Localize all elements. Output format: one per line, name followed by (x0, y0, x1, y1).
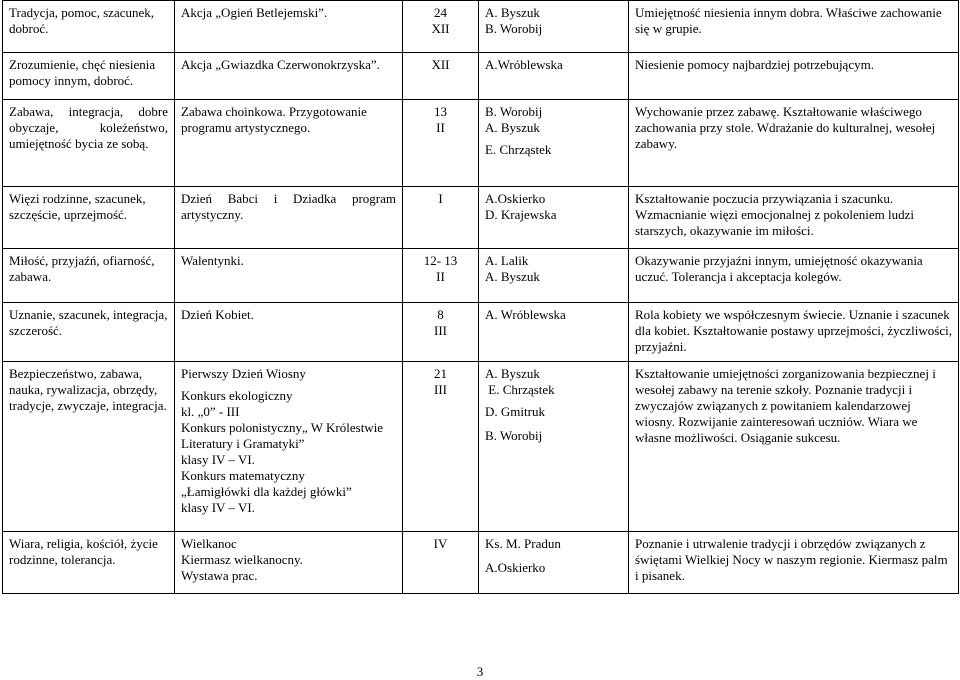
goals-cell: Kształtowanie umiejętności zorganizowania bezpiecznej i wesołej zabawy na terenie szkoły. Poznanie tradycji i zwyczajów związanych z powitaniem kalendarzowej wiosny. Rozwijanie zainteresowań uczniów. Wiara we własne możliwości. Osiąganie sukcesu. (629, 362, 959, 532)
table-row (3, 249, 959, 303)
people-cell: A. Byszuk B. Worobij (479, 1, 629, 53)
goals-cell: Umiejętność niesienia innym dobra. Właściwe zachowanie się w grupie. (629, 1, 959, 53)
values-cell: Więzi rodzinne, szacunek, szczęście, uprzejmość. (3, 187, 175, 249)
values-cell: Zrozumienie, chęć niesienia pomocy innym, dobroć. (3, 53, 175, 100)
date-cell: 24 XII (403, 1, 479, 53)
goals-cell: Wychowanie przez zabawę. Kształtowanie właściwego zachowania przy stole. Wdrażanie do kulturalnej, wesołej zabawy. (629, 100, 959, 187)
values-cell: Bezpieczeństwo, zabawa, nauka, rywalizacja, obrzędy, tradycje, zwyczaje, integracja. (3, 362, 175, 532)
event-cell: Walentynki. (175, 249, 403, 303)
events-plan-table (2, 0, 959, 594)
people-cell: B. Worobij A. Byszuk E. Chrząstek (479, 100, 629, 187)
date-cell: XII (403, 53, 479, 100)
event-cell: Dzień Kobiet. (175, 303, 403, 362)
table-row (3, 187, 959, 249)
date-cell: I (403, 187, 479, 249)
goals-cell: Niesienie pomocy najbardziej potrzebującym. (629, 53, 959, 100)
people-cell: A.Wróblewska (479, 53, 629, 100)
page-number: 3 (476, 664, 484, 679)
people-cell: Ks. M. Pradun A.Oskierko (479, 532, 629, 594)
table-row (3, 303, 959, 362)
date-cell: 8 III (403, 303, 479, 362)
people-cell: A. Wróblewska (479, 303, 629, 362)
people-cell: A. Byszuk E. Chrząstek D. Gmitruk B. Worobij (479, 362, 629, 532)
date-cell: 13 II (403, 100, 479, 187)
table-row (3, 53, 959, 100)
date-cell: 21 III (403, 362, 479, 532)
event-cell: Akcja „Ogień Betlejemski”. (175, 1, 403, 53)
goals-cell: Kształtowanie poczucia przywiązania i szacunku. Wzmacnianie więzi emocjonalnej z pokoleniem ludzi starszych, okazywanie im miłości. (629, 187, 959, 249)
date-cell: IV (403, 532, 479, 594)
values-cell: Wiara, religia, kościół, życie rodzinne, tolerancja. (3, 532, 175, 594)
goals-cell: Poznanie i utrwalenie tradycji i obrzędów związanych z świętami Wielkiej Nocy w naszym regionie. Kiermasz palm i pisanek. (629, 532, 959, 594)
table-row (3, 100, 959, 187)
people-cell: A. Lalik A. Byszuk (479, 249, 629, 303)
event-cell: Akcja „Gwiazdka Czerwonokrzyska”. (175, 53, 403, 100)
values-cell: Tradycja, pomoc, szacunek, dobroć. (3, 1, 175, 53)
table-row (3, 1, 959, 53)
event-cell: Wielkanoc Kiermasz wielkanocny. Wystawa prac. (175, 532, 403, 594)
event-cell: Pierwszy Dzień Wiosny Konkurs ekologiczny kl. „0” - III Konkurs polonistyczny„ W Królestwie Literatury i Gramatyki” klasy IV – VI. Konkurs matematyczny „Łamigłówki dla każdej główki” klasy IV – VI. (175, 362, 403, 532)
table-row (3, 532, 959, 594)
values-cell: Uznanie, szacunek, integracja, szczerość. (3, 303, 175, 362)
event-cell: Dzień Babci i Dziadka program artystyczny. (175, 187, 403, 249)
values-cell: Miłość, przyjaźń, ofiarność, zabawa. (3, 249, 175, 303)
values-cell: Zabawa, integracja, dobre obyczaje, koleżeństwo, umiejętność bycia ze sobą. (3, 100, 175, 187)
table-row (3, 362, 959, 532)
event-cell: Zabawa choinkowa. Przygotowanie programu artystycznego. (175, 100, 403, 187)
goals-cell: Okazywanie przyjaźni innym, umiejętność okazywania uczuć. Tolerancja i akceptacja kolegów. (629, 249, 959, 303)
date-cell: 12- 13 II (403, 249, 479, 303)
goals-cell: Rola kobiety we współczesnym świecie. Uznanie i szacunek dla kobiet. Kształtowanie postawy uprzejmości, życzliwości, przyjaźni. (629, 303, 959, 362)
people-cell: A.Oskierko D. Krajewska (479, 187, 629, 249)
